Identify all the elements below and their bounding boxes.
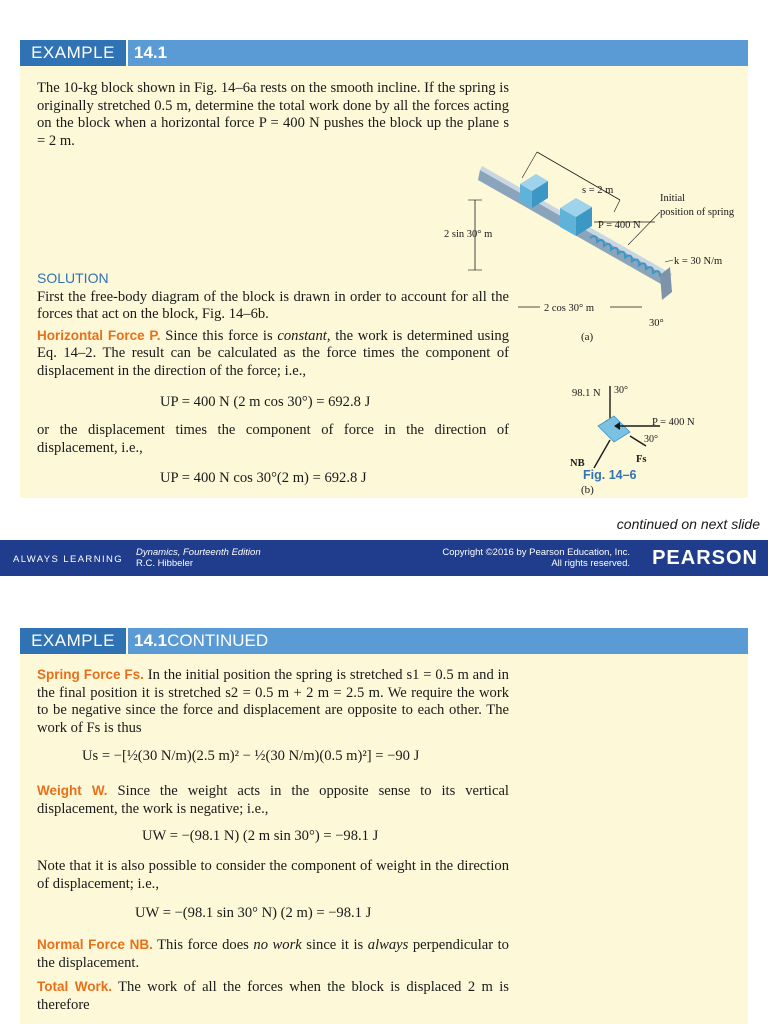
fbd-block	[598, 416, 630, 442]
weight-text: Since the weight acts in the opposite sense to its vertical displacement, the work is negative; i.e.,	[37, 783, 509, 817]
label-base: 2 cos 30° m	[544, 303, 594, 314]
equation-up-1: UP = 400 N (2 m cos 30°) = 692.8 J	[160, 394, 371, 410]
book-author: R.C. Hibbeler	[136, 558, 194, 569]
label-angle-fbd: 30°	[644, 434, 658, 445]
example-number: 14.1	[134, 43, 168, 62]
example-label: EXAMPLE	[20, 40, 126, 66]
label-weight: 98.1 N	[572, 388, 601, 399]
total-text: The work of all the forces when the block is displaced 2 m is therefore	[37, 979, 509, 1013]
horizontal-constant: constant	[277, 327, 327, 344]
dimension-s-ext	[522, 152, 537, 178]
weight-heading: Weight W.	[37, 783, 108, 798]
copyright-info	[442, 547, 630, 569]
or-block	[37, 422, 509, 457]
or-text: or the displacement times the component of force in the direction of displacement, i.e.,	[37, 422, 509, 456]
header-divider	[126, 628, 128, 654]
label-initial-position: position of spring	[660, 207, 735, 218]
label-height: 2 sin 30° m	[444, 229, 493, 240]
nb-arrow	[594, 440, 610, 468]
label-part-a: (a)	[581, 331, 594, 343]
label-nb: NB	[570, 458, 585, 469]
book-title: Dynamics, Fourteenth Edition	[136, 547, 261, 558]
equation-weight-1: UW = −(98.1 N) (2 m sin 30°) = −98.1 J	[142, 828, 379, 844]
normal-text-b: since it is	[306, 937, 364, 953]
rights-text: All rights reserved.	[551, 558, 630, 569]
label-p-fbd: P = 400 N	[652, 417, 695, 428]
normal-no-work: no work	[253, 937, 302, 953]
label-k: k = 30 N/m	[674, 256, 723, 267]
example-header	[20, 40, 748, 66]
horizontal-text-a: Since this force is	[165, 327, 273, 344]
normal-block	[37, 936, 509, 972]
label-initial: Initial	[660, 193, 686, 204]
total-work-heading: Total Work.	[37, 979, 112, 994]
figure-14-6	[444, 70, 748, 500]
always-learning: ALWAYS LEARNING	[13, 554, 124, 565]
spring-block	[37, 666, 509, 737]
label-s: s = 2 m	[582, 185, 614, 196]
example-label: EXAMPLE	[20, 628, 126, 654]
label-angle: 30°	[649, 318, 664, 329]
figure-caption: Fig. 14–6	[583, 468, 637, 482]
copyright-text: Copyright ©2016 by Pearson Education, Inc.	[442, 547, 630, 558]
horizontal-text-b: , the work is determined using Eq. 14–2. The result can be calculated as the force times the component of displacement in the direction of the force; i.e.,	[37, 327, 509, 379]
normal-force-heading: Normal Force NB.	[37, 937, 153, 952]
label-part-b: (b)	[581, 484, 594, 496]
weight-block	[37, 782, 509, 818]
horizontal-force-heading: Horizontal Force P.	[37, 327, 161, 343]
note-block	[37, 858, 509, 893]
example-number: 14.1	[134, 631, 168, 650]
footer-bar	[0, 540, 768, 576]
label-p: P = 400 N	[598, 220, 641, 231]
k-leader	[665, 260, 673, 262]
normal-always: always	[367, 937, 409, 953]
equation-up-2: UP = 400 N cos 30°(2 m) = 692.8 J	[160, 470, 367, 486]
spring-force-heading: Spring Force Fs.	[37, 667, 144, 682]
example-panel-continued	[20, 628, 748, 1024]
normal-text-c: perpendicular to the displacement.	[37, 937, 509, 971]
header-divider	[126, 40, 128, 66]
total-block	[37, 978, 509, 1014]
pearson-logo: PEARSON	[652, 547, 758, 569]
example-panel	[20, 40, 748, 498]
continued-next-slide: continued on next slide	[616, 516, 760, 532]
equation-weight-2: UW = −(98.1 sin 30° N) (2 m) = −98.1 J	[135, 905, 372, 921]
example-header-continued	[20, 628, 748, 654]
solution-intro: First the free-body diagram of the block is drawn in order to account for all the forces that act on the block, Fig. 14–6b.	[37, 288, 509, 322]
dimension-s-ext2	[614, 200, 620, 212]
equation-spring: Us = −[½(30 N/m)(2.5 m)² − ½(30 N/m)(0.5 m)²] = −90 J	[82, 748, 420, 764]
normal-text-a: This force does	[157, 937, 249, 953]
solution-block	[37, 270, 509, 380]
solution-heading: SOLUTION	[37, 270, 109, 286]
slide-2	[0, 628, 768, 1024]
example-number-continued	[134, 628, 268, 654]
note-text: Note that it is also possible to consider the component of weight in the direction of displacement; i.e.,	[37, 858, 509, 892]
label-angle-top: 30°	[614, 385, 628, 396]
book-info	[136, 547, 261, 569]
continued-label: CONTINUED	[167, 631, 269, 650]
label-fs: Fs	[636, 454, 647, 465]
problem-statement	[37, 80, 509, 150]
spring-text: In the initial position the spring is stretched s1 = 0.5 m and in the final position it is stretched s2 = 0.5 m + 2 m = 2.5 m. We require the work to be negative since the force and displacement are opposite to each other. The work of Fs is thus	[37, 667, 509, 736]
problem-text: The 10-kg block shown in Fig. 14–6a rests on the smooth incline. If the spring is originally stretched 0.5 m, determine the total work done by all the forces acting on the block when a horizontal force P = 400 N pushes the block up the plane s = 2 m.	[37, 80, 509, 149]
